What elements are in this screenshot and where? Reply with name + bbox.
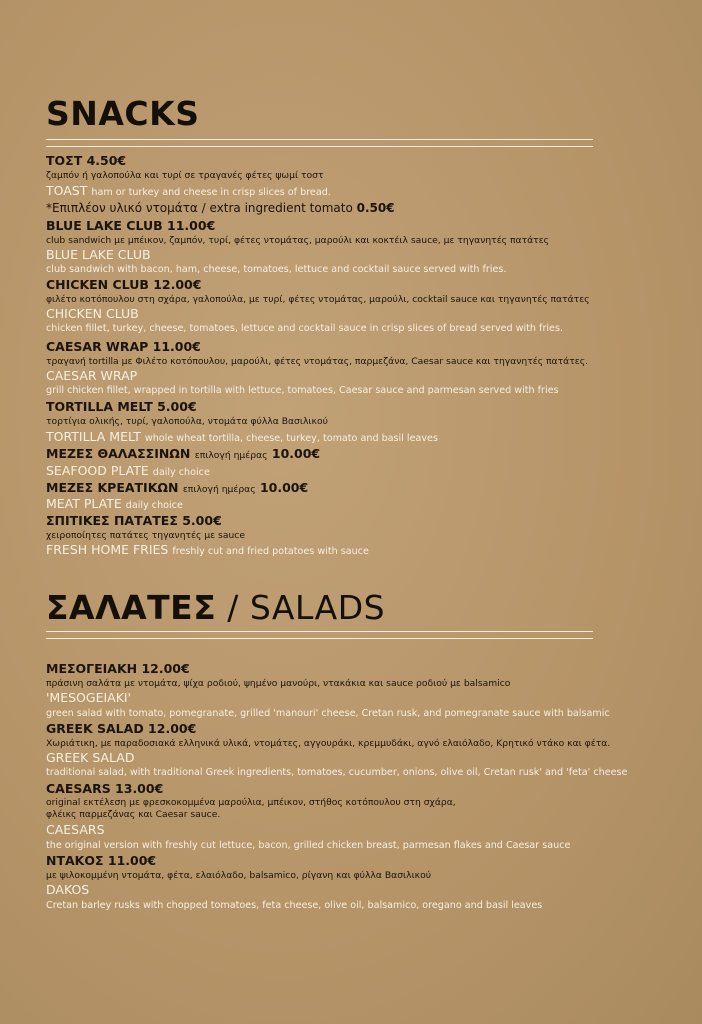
- item-title-en: DAKOS: [46, 882, 90, 897]
- item-title-en: FRESH HOME FRIES freshly cut and fried potatoes with sauce: [46, 542, 369, 557]
- item-title-gr: TORTILLA MELT 5.00€: [46, 399, 197, 414]
- item-desc-gr: φλέικς παρμεζάνας και Caesar sauce.: [46, 809, 221, 820]
- item-title-en: GREEK SALAD: [46, 750, 135, 765]
- item-title-en: CHICKEN CLUB: [46, 306, 139, 321]
- item-title-gr: CAESARS 13.00€: [46, 781, 164, 796]
- extra-ingredient-note: *Επιπλέον υλικό ντομάτα / extra ingredient tomato 0.50€: [46, 201, 395, 215]
- item-desc-gr: χειροποίητες πατάτες τηγανητές με sauce: [46, 530, 246, 541]
- item-desc-gr: Χωριάτικη, με παραδοσιακά ελληνικά υλικά, ντομάτες, αγγουράκι, κρεμμυδάκι, αγνό ελαιόλαδο, Κρητικό ντάκο και φέτα.: [46, 738, 611, 749]
- item-title-gr: CAESAR WRAP 11.00€: [46, 339, 201, 354]
- item-title-gr: ΜΕΖΕΣ ΚΡΕΑΤΙΚΩΝ επιλογή ημέρας 10.00€: [46, 480, 309, 495]
- item-desc-en: the original version with freshly cut lettuce, bacon, grilled chicken breast, parmesan flakes and Caesar sauce: [46, 840, 571, 851]
- item-desc-gr: με ψιλοκομμένη ντομάτα, φέτα, ελαιόλαδο, balsamico, ρίγανη και φύλλα Βασιλικού: [46, 870, 432, 881]
- item-desc-gr: τορτίγια ολικής, τυρί, γαλοπούλα, ντομάτα φύλλα Βασιλικού: [46, 416, 328, 427]
- item-title-en: MEAT PLATE daily choice: [46, 496, 183, 511]
- item-desc-gr: τραγανή tortilla με Φιλέτο κοτόπουλου, μαρούλι, φέτες ντομάτας, παρμεζάνα, Caesar sauce και τηγανητές πατάτες.: [46, 356, 589, 367]
- item-title-gr: CHICKEN CLUB 12.00€: [46, 277, 202, 292]
- item-title-en: SEAFOOD PLATE daily choice: [46, 463, 210, 478]
- snacks-heading: SNACKS: [46, 94, 200, 133]
- item-desc-gr: πράσινη σαλάτα με ντομάτα, ψίχα ροδιού, ψημένο μανούρι, ντακάκια και sauce ροδιού με balsamico: [46, 678, 511, 689]
- item-title-en: CAESARS: [46, 822, 105, 837]
- divider: [46, 638, 593, 639]
- divider: [46, 139, 593, 140]
- item-title-en: BLUE LAKE CLUB: [46, 247, 151, 262]
- item-desc-en: traditional salad, with traditional Greek ingredients, tomatoes, cucumber, onions, olive oil, Cretan rusk' and 'feta' cheese: [46, 767, 628, 778]
- item-title-gr: BLUE LAKE CLUB 11.00€: [46, 218, 216, 233]
- item-title-en: 'MESOGEIAKI': [46, 690, 132, 705]
- divider: [46, 146, 593, 147]
- item-title-gr: ΜΕΣΟΓΕΙΑΚΗ 12.00€: [46, 661, 190, 676]
- item-desc-gr: ζαμπόν ή γαλοπούλα και τυρί σε τραγανές φέτες ψωμί τοστ: [46, 170, 324, 181]
- item-title-gr: ΣΠΙΤΙΚΕΣ ΠΑΤΑΤΕΣ 5.00€: [46, 513, 222, 528]
- item-desc-gr: club sandwich με μπέικον, ζαμπόν, τυρί, φέτες ντομάτας, μαρούλι και κοκτέιλ sauce, με τηγανητές πατάτες: [46, 235, 550, 246]
- item-title-gr: ΜΕΖΕΣ ΘΑΛΑΣΣΙΝΩΝ επιλογή ημέρας 10.00€: [46, 446, 321, 461]
- item-title-gr: ΤΟΣΤ 4.50€: [46, 153, 127, 168]
- item-title-en: CAESAR WRAP: [46, 368, 138, 383]
- divider: [46, 631, 593, 632]
- item-desc-en: chicken fillet, turkey, cheese, tomatoes, lettuce and cocktail sauce in crisp slices of bread served with fries.: [46, 323, 563, 334]
- item-title-en: TOAST ham or turkey and cheese in crisp slices of bread.: [46, 183, 331, 198]
- item-desc-en: club sandwich with bacon, ham, cheese, tomatoes, lettuce and cocktail sauce served with fries.: [46, 264, 507, 275]
- item-desc-gr: original εκτέλεση με φρεσκοκομμένα μαρούλια, μπέικον, στήθος κοτόπουλου στη σχάρα,: [46, 797, 456, 808]
- item-desc-gr: φιλέτο κοτόπουλου στη σχάρα, γαλοπούλα, με τυρί, φέτες ντομάτας, μαρούλι, cocktail sauce και τηγανητές πατάτες: [46, 294, 590, 305]
- item-title-en: TORTILLA MELT whole wheat tortilla, cheese, turkey, tomato and basil leaves: [46, 429, 438, 444]
- item-title-gr: ΝΤΑΚΟΣ 11.00€: [46, 853, 157, 868]
- item-desc-en: green salad with tomato, pomegranate, grilled 'manouri' cheese, Cretan rusk, and pomegranate sauce with balsamic: [46, 708, 610, 719]
- item-desc-en: grill chicken fillet, wrapped in tortilla with lettuce, tomatoes, Caesar sauce and parmesan served with fries: [46, 385, 559, 396]
- item-desc-en: Cretan barley rusks with chopped tomatoes, feta cheese, olive oil, balsamico, oregano and basil leaves: [46, 900, 543, 911]
- salads-heading: ΣΑΛΑΤΕΣ / SALADS: [46, 588, 386, 627]
- item-title-gr: GREEK SALAD 12.00€: [46, 721, 197, 736]
